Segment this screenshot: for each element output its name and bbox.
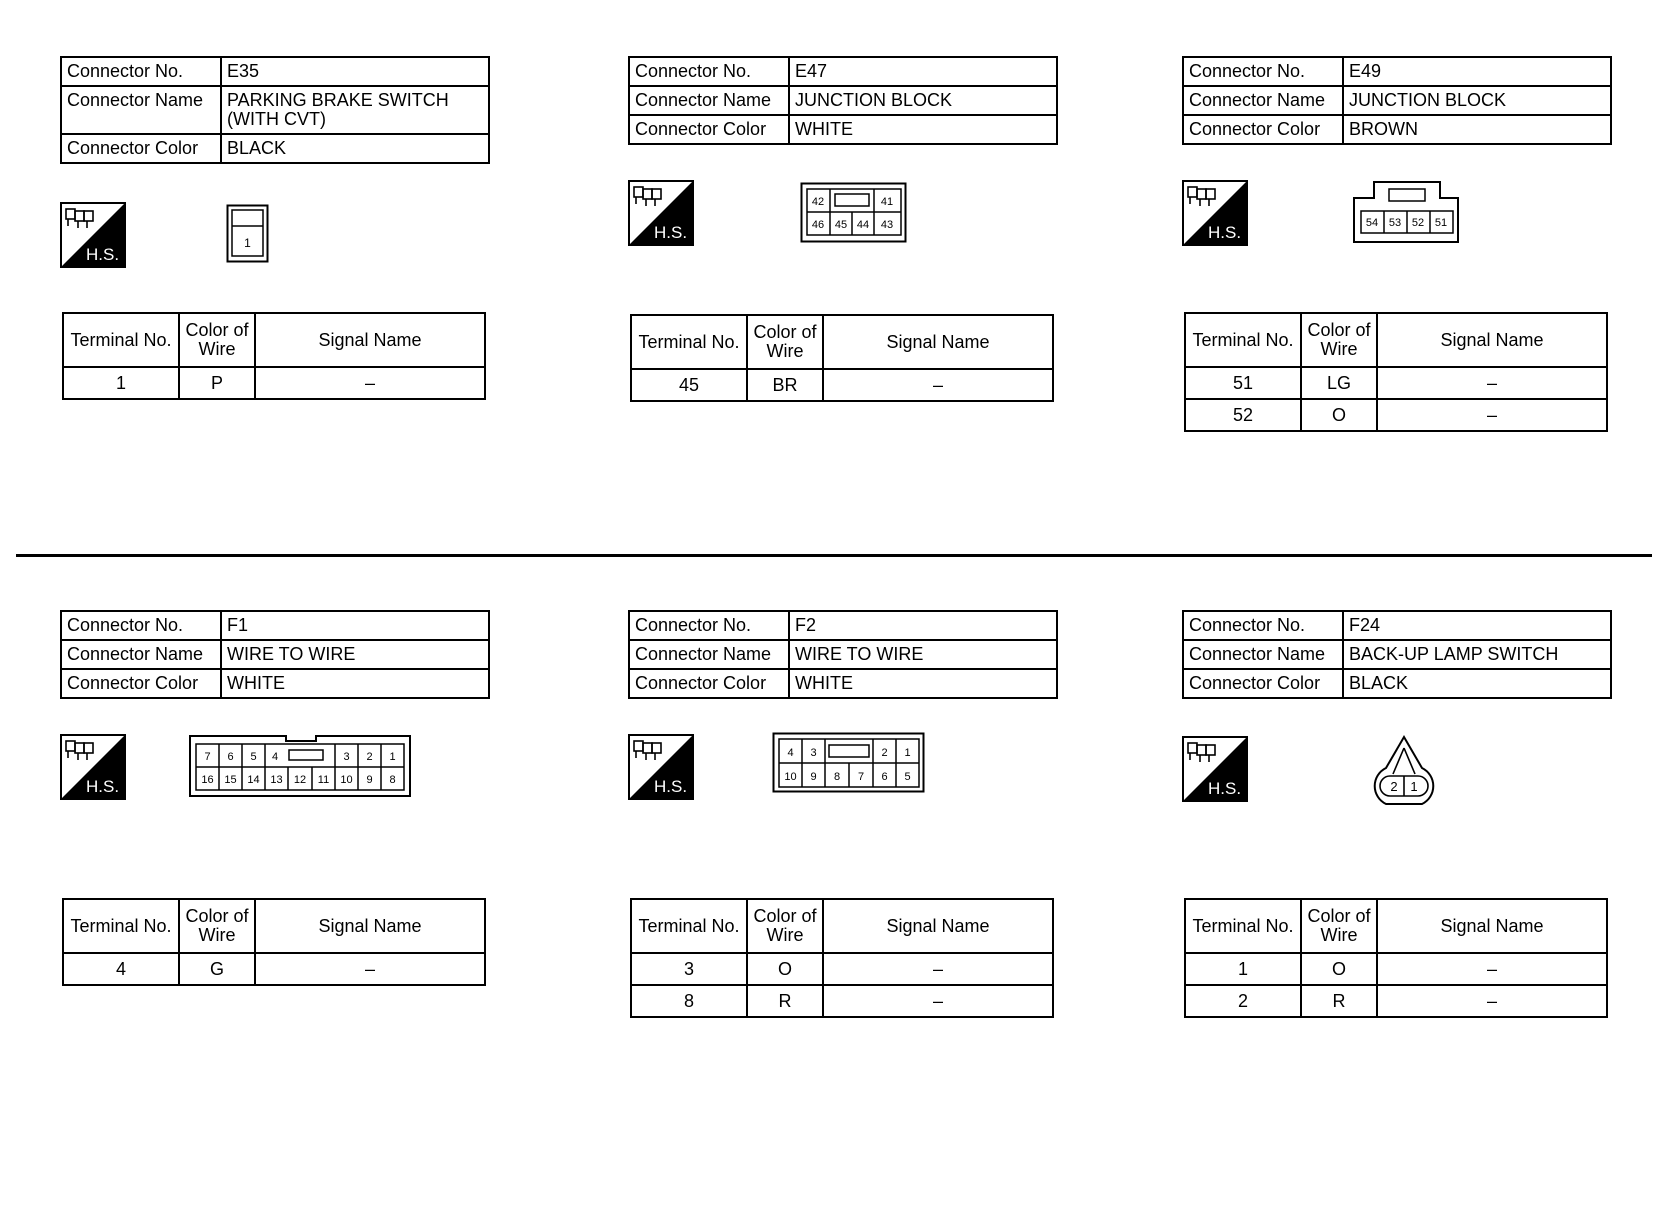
terminal-no-header: Terminal No. [1185, 313, 1301, 367]
connector-no-value: F2 [789, 611, 1057, 640]
pin-label: 44 [856, 219, 870, 231]
harness-side-icon [60, 734, 126, 800]
pin-label: 2 [366, 751, 373, 763]
signal-name-cell: – [255, 953, 485, 985]
wire-color-cell: O [1301, 399, 1377, 431]
terminal-no-cell: 45 [631, 369, 747, 401]
pin-label: 9 [810, 771, 817, 783]
connector-color-value: BLACK [1343, 669, 1611, 698]
harness-side-icon [628, 180, 694, 246]
signal-name-header: Signal Name [255, 899, 485, 953]
color-of-wire-header: Color of Wire [1301, 313, 1377, 367]
pin-label: 1 [244, 236, 251, 250]
terminal-table [1184, 898, 1608, 1018]
color-of-wire-header: Color of Wire [179, 899, 255, 953]
table-row [631, 369, 1053, 401]
terminal-no-header: Terminal No. [1185, 899, 1301, 953]
connector-face-diagram [800, 182, 908, 244]
wire-color-cell: LG [1301, 367, 1377, 399]
connector-face-diagram [226, 204, 270, 264]
svg-text:H.S.: H.S. [86, 777, 120, 796]
wire-color-cell: BR [747, 369, 823, 401]
wire-color-cell: O [747, 953, 823, 985]
connector-name-value: JUNCTION BLOCK [789, 86, 1057, 115]
terminal-no-cell: 8 [631, 985, 747, 1017]
connector-name-label: Connector Name [1183, 640, 1343, 669]
pin-label: 1 [389, 751, 396, 763]
connector-face-diagram [1364, 734, 1444, 806]
pin-label: 2 [1390, 779, 1398, 794]
connector-no-label: Connector No. [1183, 57, 1343, 86]
connector-color-value: WHITE [221, 669, 489, 698]
pin-label: 8 [833, 771, 841, 783]
connector-color-value: WHITE [789, 115, 1057, 144]
signal-name-header: Signal Name [823, 315, 1053, 369]
connector-info-table [628, 610, 1058, 699]
terminal-table [1184, 312, 1608, 432]
harness-side-icon [1182, 180, 1248, 246]
connector-name-value: WIRE TO WIRE [789, 640, 1057, 669]
terminal-no-cell: 51 [1185, 367, 1301, 399]
connector-info-table [60, 56, 490, 164]
terminal-no-cell: 52 [1185, 399, 1301, 431]
connector-name-label: Connector Name [61, 640, 221, 669]
connector-color-label: Connector Color [61, 669, 221, 698]
wire-color-cell: G [179, 953, 255, 985]
pin-label: 11 [317, 774, 330, 786]
pin-label: 52 [1411, 217, 1425, 229]
table-row [63, 953, 485, 985]
pin-label: 42 [811, 196, 825, 208]
connector-name-label: Connector Name [629, 86, 789, 115]
connector-no-label: Connector No. [61, 57, 221, 86]
connector-name-label: Connector Name [61, 86, 221, 134]
pin-label: 5 [904, 771, 911, 783]
svg-text:H.S.: H.S. [654, 777, 688, 796]
pin-label: 4 [271, 751, 279, 763]
connector-no-label: Connector No. [629, 57, 789, 86]
connector-info-table [628, 56, 1058, 145]
wire-color-cell: O [1301, 953, 1377, 985]
table-row [1185, 953, 1607, 985]
connector-no-label: Connector No. [1183, 611, 1343, 640]
signal-name-header: Signal Name [255, 313, 485, 367]
pin-label: 53 [1388, 217, 1402, 229]
harness-side-icon [628, 734, 694, 800]
connector-color-label: Connector Color [629, 115, 789, 144]
signal-name-cell: – [823, 953, 1053, 985]
pin-label: 3 [343, 751, 350, 763]
signal-name-cell: – [1377, 367, 1607, 399]
pin-label: 45 [834, 219, 848, 231]
table-row [1185, 985, 1607, 1017]
signal-name-cell: – [823, 369, 1053, 401]
signal-name-cell: – [255, 367, 485, 399]
signal-name-header: Signal Name [1377, 313, 1607, 367]
pin-label: 6 [227, 751, 234, 763]
pin-label: 46 [811, 219, 825, 231]
pin-label: 43 [880, 219, 894, 231]
terminal-no-cell: 1 [1185, 953, 1301, 985]
connector-name-value: PARKING BRAKE SWITCH (WITH CVT) [221, 86, 489, 134]
pin-label: 10 [784, 771, 797, 783]
table-row [1185, 367, 1607, 399]
connector-face-diagram [772, 732, 926, 794]
connector-info-table [1182, 610, 1612, 699]
connector-no-label: Connector No. [629, 611, 789, 640]
table-row [631, 985, 1053, 1017]
connector-name-value: WIRE TO WIRE [221, 640, 489, 669]
connector-no-value: E47 [789, 57, 1057, 86]
connector-name-label: Connector Name [629, 640, 789, 669]
pin-label: 2 [881, 747, 888, 759]
color-of-wire-header: Color of Wire [747, 315, 823, 369]
color-of-wire-header: Color of Wire [179, 313, 255, 367]
harness-side-icon [1182, 736, 1248, 802]
pin-label: 1 [904, 747, 911, 759]
harness-side-icon [60, 202, 126, 268]
pin-label: 7 [204, 751, 211, 763]
pin-label: 12 [293, 774, 307, 786]
pin-label: 41 [880, 196, 894, 208]
connector-info-table [60, 610, 490, 699]
connector-no-value: F24 [1343, 611, 1611, 640]
connector-color-label: Connector Color [1183, 115, 1343, 144]
signal-name-header: Signal Name [823, 899, 1053, 953]
pin-label: 5 [250, 751, 257, 763]
table-row [1185, 399, 1607, 431]
connector-color-label: Connector Color [629, 669, 789, 698]
terminal-table [62, 898, 486, 986]
pin-label: 13 [270, 774, 283, 786]
connector-color-label: Connector Color [61, 134, 221, 163]
table-row [63, 367, 485, 399]
terminal-no-header: Terminal No. [631, 315, 747, 369]
terminal-table [630, 314, 1054, 402]
connector-color-value: BROWN [1343, 115, 1611, 144]
color-of-wire-header: Color of Wire [1301, 899, 1377, 953]
pin-label: 16 [201, 774, 214, 786]
connector-name-value: JUNCTION BLOCK [1343, 86, 1611, 115]
pin-label: 3 [810, 747, 817, 759]
pin-label: 9 [366, 774, 373, 786]
connector-color-label: Connector Color [1183, 669, 1343, 698]
connector-no-value: E49 [1343, 57, 1611, 86]
pin-label: 1 [1410, 779, 1418, 794]
terminal-no-header: Terminal No. [631, 899, 747, 953]
signal-name-cell: – [1377, 399, 1607, 431]
svg-text:H.S.: H.S. [1208, 779, 1242, 798]
svg-text:H.S.: H.S. [86, 245, 120, 264]
wire-color-cell: R [747, 985, 823, 1017]
table-row [631, 953, 1053, 985]
connector-face-diagram [1352, 180, 1462, 244]
connector-face-diagram [188, 734, 412, 798]
color-of-wire-header: Color of Wire [747, 899, 823, 953]
terminal-no-cell: 2 [1185, 985, 1301, 1017]
pin-label: 7 [857, 771, 865, 783]
connector-no-value: E35 [221, 57, 489, 86]
terminal-no-cell: 4 [63, 953, 179, 985]
signal-name-cell: – [1377, 985, 1607, 1017]
terminal-table [630, 898, 1054, 1018]
connector-name-label: Connector Name [1183, 86, 1343, 115]
connector-info-table [1182, 56, 1612, 145]
pin-label: 8 [389, 774, 396, 786]
pin-label: 14 [247, 774, 260, 786]
terminal-no-header: Terminal No. [63, 899, 179, 953]
connector-name-value: BACK-UP LAMP SWITCH [1343, 640, 1611, 669]
terminal-table [62, 312, 486, 400]
pin-label: 54 [1365, 217, 1379, 229]
wire-color-cell: P [179, 367, 255, 399]
svg-text:H.S.: H.S. [1208, 223, 1242, 242]
pin-label: 6 [881, 771, 888, 783]
connector-no-label: Connector No. [61, 611, 221, 640]
pin-label: 10 [340, 774, 353, 786]
pin-label: 4 [787, 747, 794, 759]
connector-color-value: WHITE [789, 669, 1057, 698]
signal-name-header: Signal Name [1377, 899, 1607, 953]
connector-color-value: BLACK [221, 134, 489, 163]
pin-label: 15 [224, 774, 237, 786]
terminal-no-header: Terminal No. [63, 313, 179, 367]
signal-name-cell: – [1377, 953, 1607, 985]
section-divider [16, 554, 1652, 557]
connector-no-value: F1 [221, 611, 489, 640]
terminal-no-cell: 3 [631, 953, 747, 985]
terminal-no-cell: 1 [63, 367, 179, 399]
svg-text:H.S.: H.S. [654, 223, 688, 242]
signal-name-cell: – [823, 985, 1053, 1017]
wire-color-cell: R [1301, 985, 1377, 1017]
pin-label: 51 [1434, 217, 1448, 229]
